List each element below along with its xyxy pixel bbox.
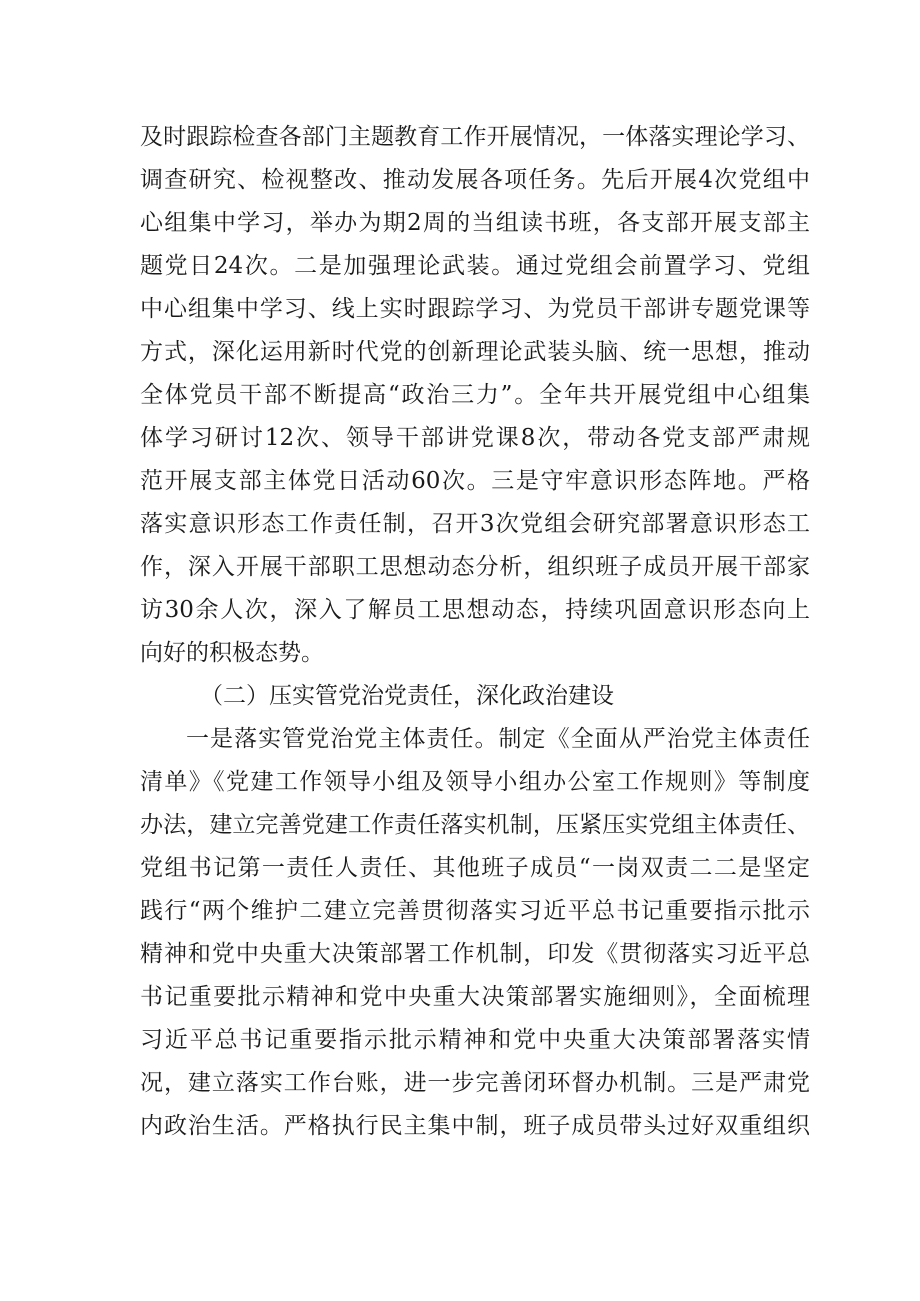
paragraph-line: 范开展支部主体党日活动60次。三是守牢意识形态阵地。严格 xyxy=(140,468,810,494)
paragraph-line: 方式，深化运用新时代党的创新理论武装头脑、统一思想，推动 xyxy=(140,339,810,365)
paragraph-line: 内政治生活。严格执行民主集中制，班子成员带头过好双重组织 xyxy=(140,1113,810,1139)
paragraph-line: 党组书记第一责任人责任、其他班子成员“一岗双责二二是坚定 xyxy=(140,855,810,881)
paragraph-line: 中心组集中学习、线上实时跟踪学习、为党员干部讲专题党课等 xyxy=(140,296,810,322)
paragraph-first-line: 一是落实管党治党主体责任。制定《全面从严治党主体责任 xyxy=(186,726,810,752)
paragraph-last-line: 向好的积极态势。 xyxy=(140,640,324,666)
paragraph-line: 心组集中学习，举办为期2周的当组读书班，各支部开展支部主 xyxy=(140,210,810,236)
paragraph-line: 书记重要批示精神和党中央重大决策部署实施细则》，全面梳理 xyxy=(140,984,810,1010)
paragraph-line: 办法，建立完善党建工作责任落实机制，压紧压实党组主体责任、 xyxy=(140,812,810,838)
paragraph-line: 习近平总书记重要指示批示精神和党中央重大决策部署落实情 xyxy=(140,1027,810,1053)
paragraph-line: 体学习研讨12次、领导干部讲党课8次，带动各党支部严肃规 xyxy=(140,425,810,451)
paragraph-line: 全体党员干部不断提高“政治三力”。全年共开展党组中心组集 xyxy=(140,382,810,408)
paragraph-line: 落实意识形态工作责任制，召开3次党组会研究部署意识形态工 xyxy=(140,511,810,537)
paragraph-line: 题党日24次。二是加强理论武装。通过党组会前置学习、党组 xyxy=(140,253,810,279)
paragraph-line: 践行“两个维护二建立完善贯彻落实习近平总书记重要指示批示 xyxy=(140,898,810,924)
paragraph-line: 清单》《党建工作领导小组及领导小组办公室工作规则》等制度 xyxy=(140,769,810,795)
paragraph-line: 作，深入开展干部职工思想动态分析，组织班子成员开展干部家 xyxy=(140,554,810,580)
paragraph-line: 及时跟踪检查各部门主题教育工作开展情况，一体落实理论学习、 xyxy=(140,124,810,150)
paragraph-line: 访30余人次，深入了解员工思想动态，持续巩固意识形态向上 xyxy=(140,597,810,623)
paragraph-line: 调查研究、检视整改、推动发展各项任务。先后开展4次党组中 xyxy=(140,167,810,193)
paragraph-line: 精神和党中央重大决策部署工作机制，印发《贯彻落实习近平总 xyxy=(140,941,810,967)
paragraph-line: 况，建立落实工作台账，进一步完善闭环督办机制。三是严肃党 xyxy=(140,1070,810,1096)
section-heading: （二）压实管党治党责任，深化政治建设 xyxy=(200,683,614,709)
